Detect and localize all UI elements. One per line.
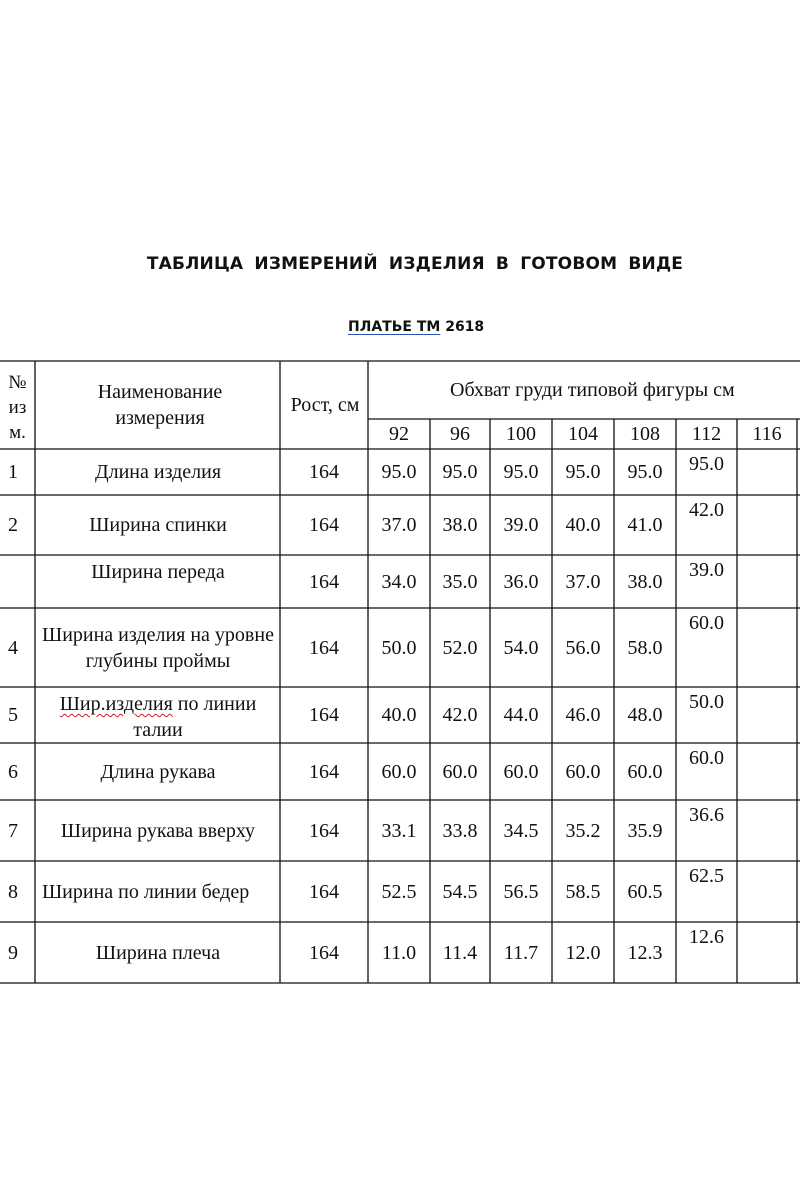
measurement-value: 56.0 xyxy=(565,636,601,659)
document-title: ТАБЛИЦА ИЗМЕРЕНИЙ ИЗДЕЛИЯ В ГОТОВОМ ВИДЕ xyxy=(146,254,684,274)
measurement-name xyxy=(38,687,278,743)
measurement-name: Ширина рукава вверху xyxy=(60,819,256,842)
measurement-value: 52.0 xyxy=(442,636,478,659)
measurement-value: 52.5 xyxy=(381,880,417,903)
measurement-value: 41.0 xyxy=(627,514,663,536)
measurement-value: 60.5 xyxy=(627,880,663,903)
size-header-cell: 100 xyxy=(506,423,536,445)
measurement-name-rest: по линии талии xyxy=(133,693,257,741)
measurement-value: 34.5 xyxy=(503,819,539,842)
size-header-cell: 116 xyxy=(752,423,782,445)
measurement-value: 35.2 xyxy=(565,819,601,842)
measurement-name-abbrev: Шир.изделия xyxy=(59,693,173,715)
measurement-name: Ширина изделия на уровне глубины проймы xyxy=(42,623,274,672)
measurement-value: 12.0 xyxy=(565,941,601,964)
measurement-value: 36.6 xyxy=(689,804,724,826)
measurement-name: Ширина спинки xyxy=(89,514,227,536)
row-number: 2 xyxy=(8,514,18,536)
measurement-value: 12.3 xyxy=(627,941,663,964)
size-header-cell: 96 xyxy=(450,423,470,445)
measurement-name: Ширина плеча xyxy=(95,941,221,964)
measurement-value: 33.8 xyxy=(442,819,478,842)
row-height: 164 xyxy=(309,880,339,903)
measurement-value: 50.0 xyxy=(381,636,417,659)
measurement-value: 33.1 xyxy=(381,819,417,842)
measurement-value: 40.0 xyxy=(381,704,417,726)
row-number: 4 xyxy=(8,636,18,659)
measurement-value: 38.0 xyxy=(442,514,478,536)
measurement-value: 60.0 xyxy=(565,760,601,783)
measurement-value: 95.0 xyxy=(565,461,601,483)
measurement-value: 39.0 xyxy=(689,559,724,581)
measurement-value: 50.0 xyxy=(689,691,724,713)
row-height: 164 xyxy=(309,941,339,964)
size-header-cell: 92 xyxy=(389,423,409,445)
measurement-value: 11.0 xyxy=(381,941,417,964)
measurement-value: 44.0 xyxy=(503,704,539,726)
measurement-value: 60.0 xyxy=(503,760,539,783)
measurement-value: 36.0 xyxy=(503,570,539,593)
measurement-value: 54.0 xyxy=(503,636,539,659)
header-height: Рост, см xyxy=(290,394,360,416)
measurement-value: 62.5 xyxy=(689,865,724,887)
measurement-value: 54.5 xyxy=(442,880,478,903)
measurement-value: 60.0 xyxy=(442,760,478,783)
measurement-value: 58.0 xyxy=(627,636,663,659)
measurement-value: 37.0 xyxy=(381,514,417,536)
measurement-value: 95.0 xyxy=(689,453,724,475)
header-number-line2: из xyxy=(8,396,27,418)
row-height: 164 xyxy=(309,570,339,593)
measurement-value: 11.4 xyxy=(442,941,478,964)
measurement-value: 35.0 xyxy=(442,570,478,593)
measurement-value: 95.0 xyxy=(503,461,539,483)
size-header-cell: 104 xyxy=(568,423,598,445)
measurement-value: 95.0 xyxy=(442,461,478,483)
header-measurement-name: Наименование измерения xyxy=(97,381,223,429)
row-number: 7 xyxy=(8,819,18,842)
header-number-line3: м. xyxy=(9,421,26,443)
header-number xyxy=(0,365,35,449)
measurement-value: 42.0 xyxy=(442,704,478,726)
measurement-value: 58.5 xyxy=(565,880,601,903)
row-number: 1 xyxy=(8,461,18,483)
measurement-name: Ширина переда xyxy=(91,561,225,583)
measurement-value: 39.0 xyxy=(503,514,539,536)
measurement-name: Ширина по линии бедер xyxy=(42,880,250,903)
measurement-value: 12.6 xyxy=(689,926,724,948)
measurement-value: 42.0 xyxy=(689,499,724,521)
row-height: 164 xyxy=(309,819,339,842)
row-number: 6 xyxy=(8,760,18,783)
row-number: 9 xyxy=(8,941,18,964)
measurement-value: 60.0 xyxy=(689,612,724,634)
measurement-value: 60.0 xyxy=(689,747,724,769)
subtitle-product: ПЛАТЬЕ ТМ xyxy=(348,319,441,335)
measurement-value: 34.0 xyxy=(381,570,417,593)
size-header-cell: 108 xyxy=(630,423,660,445)
row-height: 164 xyxy=(309,461,339,483)
subtitle-number: 2618 xyxy=(445,319,485,335)
measurement-value: 56.5 xyxy=(503,880,539,903)
measurement-name: Длина изделия xyxy=(94,461,222,483)
row-number xyxy=(0,555,26,608)
row-height: 164 xyxy=(309,636,339,659)
measurement-value: 40.0 xyxy=(565,514,601,536)
measurement-value: 95.0 xyxy=(381,461,417,483)
header-number-line1: № xyxy=(8,371,27,393)
size-header-cell: 112 xyxy=(691,423,722,445)
measurement-value: 48.0 xyxy=(627,704,663,726)
measurement-value: 11.7 xyxy=(503,941,539,964)
measurement-value: 95.0 xyxy=(627,461,663,483)
row-height: 164 xyxy=(309,704,339,726)
measurement-value: 60.0 xyxy=(627,760,663,783)
row-height: 164 xyxy=(309,514,339,536)
measurement-value: 38.0 xyxy=(627,570,663,593)
measurement-value: 60.0 xyxy=(381,760,417,783)
row-number: 8 xyxy=(8,880,18,903)
measurement-value: 46.0 xyxy=(565,704,601,726)
row-number: 5 xyxy=(8,704,18,726)
document-subtitle xyxy=(348,319,484,335)
row-height: 164 xyxy=(309,760,339,783)
measurement-value: 37.0 xyxy=(565,570,601,593)
measurement-name: Длина рукава xyxy=(100,760,216,783)
measurement-value: 35.9 xyxy=(627,819,663,842)
header-chest-girth: Обхват груди типовой фигуры см xyxy=(450,379,735,401)
